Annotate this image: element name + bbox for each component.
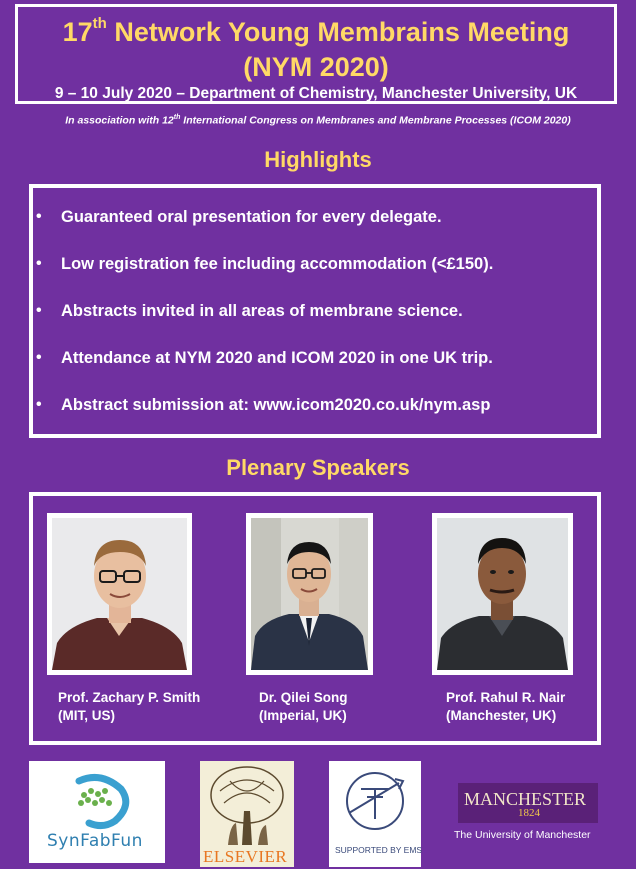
- manchester-crest: [458, 783, 598, 823]
- manchester-subtitle: The University of Manchester: [454, 829, 591, 841]
- speakers-box: [29, 492, 601, 745]
- highlights-list: [33, 208, 597, 443]
- speaker-name: Prof. Rahul R. Nair: [446, 690, 566, 705]
- speaker-photo-smith: [47, 513, 192, 675]
- ems-emblem-icon: [329, 761, 421, 841]
- elsevier-wordmark: ELSEVIER: [203, 847, 288, 866]
- manchester-wordmark: MANCHESTER: [464, 789, 587, 809]
- highlight-item: • Attendance at NYM 2020 and ICOM 2020 in one UK trip.: [36, 349, 493, 367]
- meeting-title: 17th Network Young Membrains Meeting: [62, 15, 570, 47]
- ems-caption: SUPPORTED BY EMS: [335, 845, 423, 855]
- highlight-item: • Guaranteed oral presentation for every delegate.: [36, 208, 442, 226]
- person-portrait-icon: [437, 518, 568, 670]
- bullet-icon: •: [36, 302, 42, 319]
- person-portrait-icon: [52, 518, 187, 670]
- manchester-year: 1824: [518, 807, 540, 819]
- synfabfun-wordmark: SynFabFun: [47, 831, 143, 851]
- header-box: [15, 4, 617, 104]
- speaker-affiliation: (Manchester, UK): [446, 708, 557, 723]
- bullet-icon: •: [36, 255, 42, 272]
- manchester-logo: [454, 779, 604, 845]
- meeting-dateline: 9 – 10 July 2020 – Department of Chemistry, Manchester University, UK: [54, 85, 578, 102]
- speaker-photo-nair: [432, 513, 573, 675]
- bullet-icon: •: [36, 396, 42, 413]
- highlights-box: [29, 184, 601, 438]
- meeting-title-acronym: (NYM 2020): [243, 52, 389, 82]
- highlight-item: • Low registration fee including accommodation (<£150).: [36, 255, 494, 273]
- bullet-icon: •: [36, 349, 42, 366]
- bullet-icon: •: [36, 208, 42, 225]
- highlights-heading: Highlights: [264, 147, 372, 172]
- synfabfun-logo: [29, 761, 165, 863]
- ems-logo: [329, 761, 421, 867]
- highlight-item: • Abstracts invited in all areas of membrane science.: [36, 302, 463, 320]
- speakers-heading: Plenary Speakers: [226, 455, 410, 480]
- speaker-name: Prof. Zachary P. Smith: [58, 690, 201, 705]
- elsevier-logo: [200, 761, 294, 867]
- person-portrait-icon: [251, 518, 368, 670]
- speaker-affiliation: (Imperial, UK): [259, 708, 347, 723]
- speaker-photo-song: [246, 513, 373, 675]
- speaker-name: Dr. Qilei Song: [259, 690, 348, 705]
- association-note: In association with 12th International Congress on Membranes and Membrane Processes (ICOM 2020): [65, 114, 571, 127]
- speaker-affiliation: (MIT, US): [58, 708, 115, 723]
- elsevier-tree-icon: [200, 761, 294, 847]
- highlight-item: • Abstract submission at: www.icom2020.co.uk/nym.asp: [36, 396, 491, 414]
